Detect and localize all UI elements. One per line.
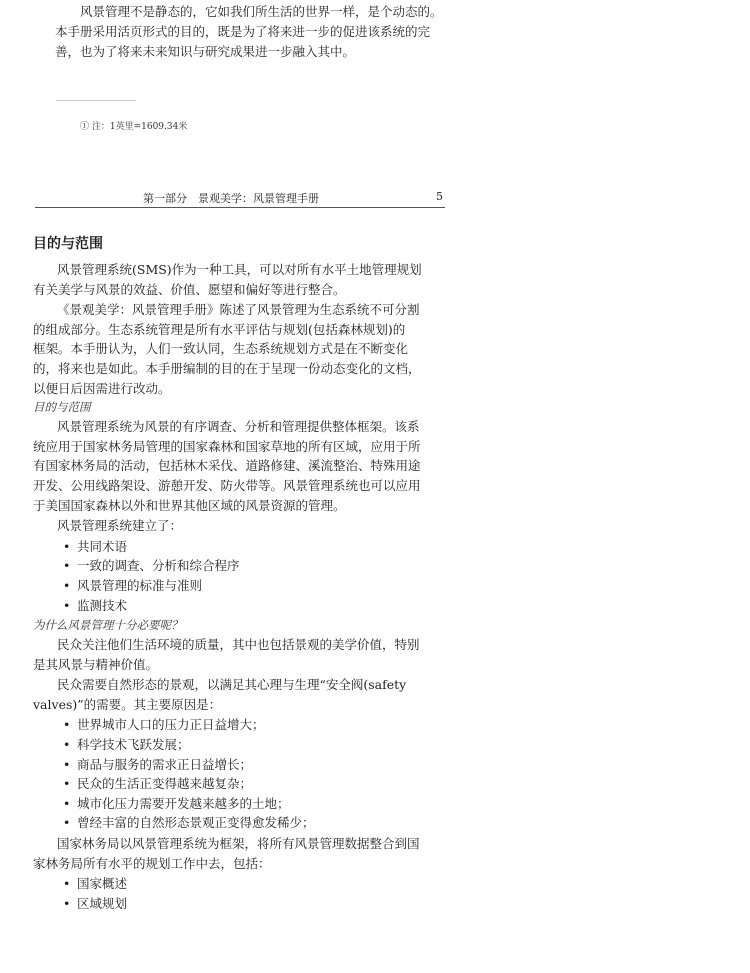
list-item: • 共同术语 — [63, 537, 453, 557]
bullet-list — [33, 537, 453, 615]
text-line: 框架。本手册认为，人们一致认同，生态系统规划方式是在不断变化 — [33, 341, 409, 357]
list-item: • 商品与服务的需求正日益增长； — [63, 755, 453, 775]
text-line: 善，也为了将来未来知识与研究成果进一步融入其中。 — [55, 44, 356, 59]
list-item: • 区域规划 — [63, 894, 453, 914]
text-line: 的，将来也是如此。本手册编制的目的在于呈现一份动态变化的文档， — [33, 360, 421, 376]
top-fragment-paragraph — [55, 2, 443, 62]
text-line: 于美国国家森林以外和世界其他区域的风景资源的管理。 — [33, 497, 346, 513]
section-body — [33, 233, 453, 914]
paragraph — [33, 516, 453, 536]
text-line: 民众需要自然形态的景观，以满足其心理与生理“安全阀(safety — [57, 677, 407, 693]
paragraph — [33, 675, 453, 714]
list-item: • 一致的调查、分析和综合程序 — [63, 556, 453, 576]
paragraph — [33, 834, 453, 873]
paragraph — [33, 635, 453, 674]
list-item: • 监测技术 — [63, 596, 453, 616]
text-line: 以便日后因需进行改动。 — [33, 380, 171, 396]
text-line: 的组成部分。生态系统管理是所有水平评估与规划(包括森林规划)的 — [33, 321, 406, 337]
text-line: 风景管理系统(SMS)作为一种工具，可以对所有水平土地管理规划 — [57, 262, 422, 277]
text-line: 风景管理系统为风景的有序调查、分析和管理提供整体框架。该系 — [57, 419, 420, 435]
text-line: 开发、公用线路架设、游憩开发、防火带等。风景管理系统也可以应用 — [33, 477, 421, 493]
paragraph — [33, 300, 453, 398]
text-line: 家林务局所有水平的规划工作中去，包括： — [33, 855, 271, 871]
running-header — [35, 189, 445, 208]
text-line: 有国家林务局的活动，包括林木采伐、道路修建、溪流整治、特殊用途 — [33, 458, 421, 474]
list-item: • 风景管理的标准与准则 — [63, 576, 453, 596]
list-item: • 曾经丰富的自然形态景观正变得愈发稀少； — [63, 813, 453, 833]
footnote: ① 注：1英里=1609.34米 — [80, 122, 188, 132]
text-line: 民众关注他们生活环境的质量，其中也包括景观的美学价值，特别 — [57, 637, 420, 653]
subheading: 为什么风景管理十分必要呢？ — [33, 618, 183, 633]
text-line: 有关美学与风景的效益、价值、愿望和偏好等进行整合。 — [33, 281, 346, 297]
subheading: 目的与范围 — [33, 400, 91, 415]
section-heading: 目的与范围 — [33, 236, 103, 252]
text-line: 本手册采用活页形式的目的，既是为了将来进一步的促进该系统的完 — [55, 24, 431, 39]
list-item: • 世界城市人口的压力正日益增大； — [63, 715, 453, 735]
paragraph — [33, 260, 453, 299]
text-line: 《景观美学：风景管理手册》陈述了风景管理为生态系统不可分割 — [57, 302, 420, 318]
paragraph — [33, 417, 453, 515]
list-item: • 民众的生活正变得越来越复杂； — [63, 774, 453, 794]
page-number: 5 — [436, 190, 443, 203]
running-header-title: 第一部分 景观美学：风景管理手册 — [143, 192, 319, 205]
text-line: 是其风景与精神价值。 — [33, 656, 159, 672]
text-line: 国家林务局以风景管理系统为框架，将所有风景管理数据整合到国 — [57, 836, 420, 852]
bullet-list — [33, 874, 453, 913]
text-line: 风景管理系统建立了： — [57, 518, 183, 534]
bullet-list — [33, 715, 453, 833]
list-item: • 国家概述 — [63, 874, 453, 894]
text-line: 风景管理不是静态的，它如我们所生活的世界一样，是个动态的。 — [80, 4, 443, 19]
footnote-divider — [56, 100, 136, 101]
text-line: 统应用于国家林务局管理的国家森林和国家草地的所有区域，应用于所 — [33, 438, 421, 454]
list-item: • 城市化压力需要开发越来越多的土地； — [63, 794, 453, 814]
list-item: • 科学技术飞跃发展； — [63, 735, 453, 755]
text-line: valves)”的需要。其主要原因是： — [33, 696, 222, 712]
